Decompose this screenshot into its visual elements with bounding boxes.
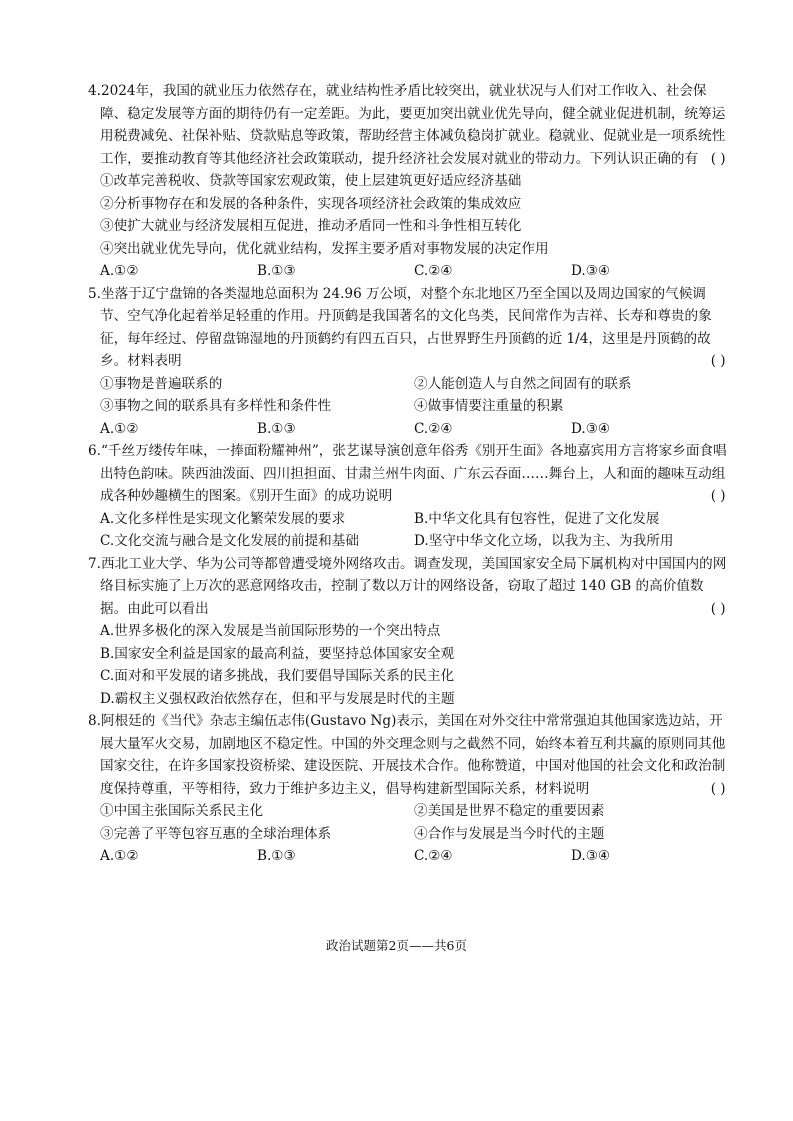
- answer-parentheses: ( ): [710, 353, 726, 369]
- option-c: C.②④: [414, 848, 453, 864]
- answer-parentheses: ( ): [710, 600, 726, 617]
- option-a: A.①②: [100, 848, 139, 864]
- option-c: C.②④: [414, 263, 453, 279]
- statement: ②分析事物存在和发展的各种条件，实现各项经济社会政策的集成效应: [100, 195, 522, 212]
- statement: ①中国主张国际关系民主化: [100, 803, 264, 819]
- option-b: B.中华文化具有包容性，促进了文化发展: [414, 510, 660, 527]
- page-footer: 政治试题第2页——共6页: [326, 938, 467, 953]
- question-number: 6.: [88, 443, 101, 459]
- statement: ④突出就业优先导向，优化就业结构，发挥主要矛盾对事物发展的决定作用: [100, 240, 549, 257]
- statement: ②人能创造人与自然之间固有的联系: [414, 375, 632, 392]
- question-7: [88, 553, 728, 711]
- question-stem: 阿根廷的《当代》杂志主编伍志伟(Gustavo Ng)表示，美国在对外交往中常常强迫其他国家选边站，开展大量军火交易，加剧地区不稳定性。中国的外交理念则与之截然不同，始终本着互利共赢的原则同其他国家交往，在许多国家投资桥梁、建设医院、开展技术合作。他称赞道，中国对他国的社会文化和政治制度保持尊重，平等相待，致力于维护多边主义，倡导构建新型国际关系，材料说明: [100, 713, 726, 797]
- question-stem: 2024年，我国的就业压力依然存在，就业结构性矛盾比较突出，就业状况与人们对工作收入、社会保障、稳定发展等方面的期待仍有一定差距。为此，要更加突出就业优先导向，健全就业促进机制，统筹运用税费减免、社保补贴、贷款贴息等政策，帮助经营主体减负稳岗扩就业。稳就业、促就业是一项系统性工作，要推动教育等其他经济社会政策联动，提升经济社会发展对就业的带动力。下列认识正确的有: [100, 83, 726, 167]
- options-row: [88, 508, 728, 531]
- question-stem: 西北工业大学、华为公司等都曾遭受境外网络攻击。调查发现，美国国家安全局下属机构对中国国内的网络目标实施了上万次的恶意网络攻击，控制了数以万计的网络设备，窃取了超过 140 GB 的高价值数据。由此可以看出: [100, 555, 727, 617]
- statements-row: [88, 373, 728, 396]
- options-row: [88, 530, 728, 553]
- answer-parentheses: ( ): [710, 150, 726, 167]
- option-d: D.坚守中华文化立场，以我为主、为我所用: [414, 533, 674, 549]
- options-row: [88, 845, 728, 868]
- question-8: [88, 710, 728, 868]
- question-number: 7.: [88, 555, 101, 572]
- question-stem: 坐落于辽宁盘锦的各类湿地总面积为 24.96 万公顷，对整个东北地区乃至全国以及周边国家的气候调节、空气净化起着举足轻重的作用。丹顶鹤是我国著名的文化鸟类，民间常作为吉祥、长寿和尊贵的象征，每年经过、停留盘锦湿地的丹顶鹤约有四五百只，占世界野生丹顶鹤的近 1/4，这里是丹顶鹤的故乡。材料表明: [100, 285, 712, 369]
- statements-row: [88, 395, 728, 418]
- question-6: [88, 440, 728, 553]
- exam-page: [88, 80, 728, 868]
- option-c: C.面对和平发展的诸多挑战，我们要倡导国际关系的民主化: [100, 668, 455, 684]
- answer-parentheses: ( ): [710, 488, 726, 504]
- statement: ④做事情要注重量的积累: [414, 398, 564, 414]
- statement: ③完善了平等包容互惠的全球治理体系: [100, 825, 332, 842]
- statement: ①改革完善税收、贷款等国家宏观政策，使上层建筑更好适应经济基础: [100, 173, 522, 189]
- options-row: [88, 260, 728, 283]
- option-d: D.③④: [571, 420, 611, 437]
- question-stem: “千丝万缕传年味，一捧面粉耀神州”，张艺谋导演创意年俗秀《别开生面》各地嘉宾用方言将家乡面食唱出特色韵味。陕西油泼面、四川担担面、甘肃兰州牛肉面、广东云吞面……舞台上，人和面的趣味互动组成各种妙趣横生的图案。《别开生面》的成功说明: [100, 443, 727, 504]
- question-number: 4.: [88, 83, 101, 99]
- option-b: B.①③: [257, 263, 296, 279]
- option-b: B.①③: [257, 420, 296, 437]
- option-c: C.②④: [414, 420, 453, 437]
- statement: ③使扩大就业与经济发展相互促进，推动矛盾同一性和斗争性相互转化: [100, 218, 522, 234]
- question-4: [88, 80, 728, 283]
- options-row: [88, 418, 728, 441]
- question-number: 5.: [88, 285, 101, 302]
- question-5: [88, 283, 728, 441]
- option-d: D.③④: [571, 263, 611, 279]
- statements-row: [88, 823, 728, 846]
- question-number: 8.: [88, 713, 101, 729]
- option-a: A.文化多样性是实现文化繁荣发展的要求: [100, 510, 346, 527]
- option-a: A.①②: [100, 420, 139, 437]
- option-d: D.③④: [571, 848, 611, 864]
- statement: ④合作与发展是当今时代的主题: [414, 825, 605, 842]
- option-a: A.世界多极化的深入发展是当前国际形势的一个突出特点: [100, 623, 441, 639]
- option-b: B.国家安全利益是国家的最高利益，要坚持总体国家安全观: [100, 645, 455, 662]
- statement: ①事物是普遍联系的: [100, 375, 223, 392]
- answer-parentheses: ( ): [710, 780, 726, 797]
- statements-row: [88, 800, 728, 823]
- option-b: B.①③: [257, 848, 296, 864]
- option-d: D.霸权主义强权政治依然存在，但和平与发展是时代的主题: [100, 690, 455, 707]
- statement: ③事物之间的联系具有多样性和条件性: [100, 398, 332, 414]
- option-c: C.文化交流与融合是文化发展的前提和基础: [100, 533, 359, 549]
- statement: ②美国是世界不稳定的重要因素: [414, 803, 605, 819]
- option-a: A.①②: [100, 263, 139, 279]
